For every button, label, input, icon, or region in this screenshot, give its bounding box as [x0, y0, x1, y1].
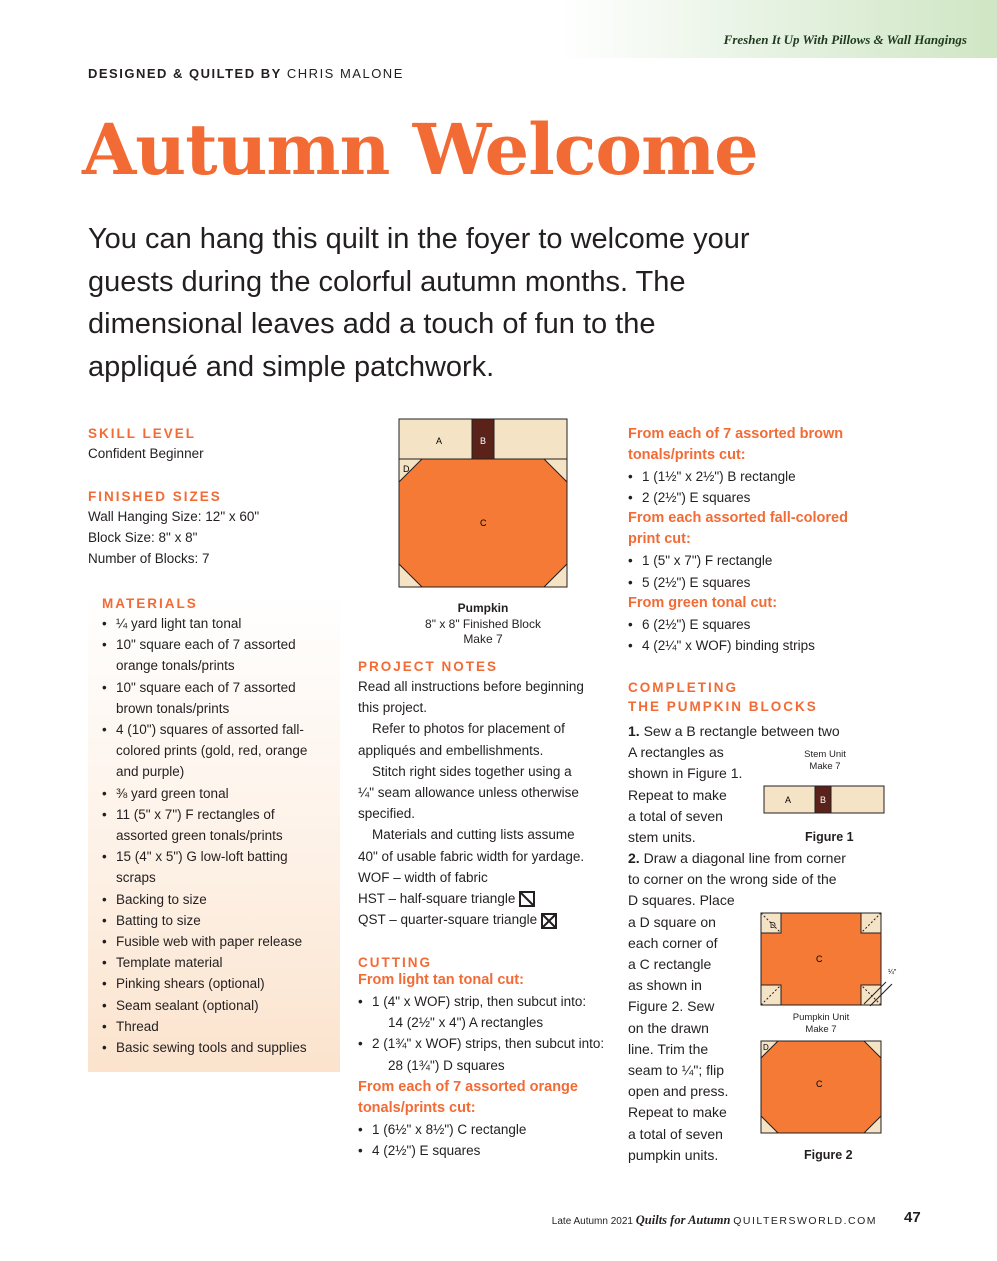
heading-line: From each of 7 assorted orange: [358, 1078, 578, 1095]
pumpkin-unit-after-diagram: [760, 1040, 882, 1134]
fall-cut-list: [628, 550, 888, 592]
materials-list: [102, 613, 334, 1058]
step-line: as shown in: [628, 977, 702, 994]
list-item-text: 10" square each of 7 assorted: [116, 679, 296, 695]
header-bar: [560, 0, 997, 58]
hst-line: [358, 888, 608, 909]
footer: [552, 1213, 877, 1228]
orange-cut-list: [358, 1119, 618, 1161]
list-item-text: and purple): [116, 764, 185, 780]
block-caption: [398, 601, 568, 648]
notes-line: Stitch right sides together using a: [372, 763, 572, 779]
orange-cut-heading: [358, 1077, 618, 1119]
step-line: line. Trim the: [628, 1040, 709, 1057]
list-item-text: Batting to size: [116, 912, 201, 928]
finished-sizes-heading: FINISHED SIZES: [88, 489, 222, 504]
list-item-text: ⅜ yard green tonal: [116, 785, 229, 801]
list-item: [102, 634, 334, 676]
list-item: [102, 889, 334, 910]
fig2-after-label-c: C: [816, 1079, 823, 1089]
list-item: • 2 (2½") E squares: [628, 487, 888, 508]
green-cut-heading: From green tonal cut:: [628, 594, 778, 611]
completing-heading: [628, 680, 878, 714]
label-b: B: [480, 436, 487, 446]
notes-line: appliqués and embellishments.: [358, 742, 544, 758]
notes-line: specified.: [358, 806, 416, 822]
step-line: a total of seven: [628, 807, 723, 824]
heading-line: print cut:: [628, 531, 691, 548]
list-item-text: Seam sealant (optional): [116, 997, 259, 1013]
pumpkin-unit-before-diagram: [760, 912, 905, 1007]
step-line: A rectangles as: [628, 744, 724, 761]
fig2-label-c: C: [816, 954, 823, 964]
notes-line: ¼" seam allowance unless otherwise: [358, 785, 579, 801]
block-caption-make: Make 7: [463, 632, 503, 646]
step-line: shown in Figure 1.: [628, 765, 743, 782]
list-item: • 4 (2¼" x WOF) binding strips: [628, 635, 888, 656]
tan-cut-heading: From light tan tonal cut:: [358, 972, 524, 988]
step-line: on the drawn: [628, 1019, 709, 1036]
qst-line: [358, 909, 608, 930]
footer-issue: Late Autumn 2021: [551, 1216, 633, 1227]
pumpkin-block-diagram: [398, 418, 568, 588]
list-item-text: ¼ yard light tan tonal: [116, 616, 242, 631]
list-item-text: Basic sewing tools and supplies: [116, 1040, 307, 1056]
skill-level-heading: SKILL LEVEL: [88, 426, 197, 441]
step-line: stem units.: [628, 829, 696, 846]
byline-name: CHRIS MALONE: [286, 66, 404, 81]
stem-unit-title: Stem Unit: [804, 749, 846, 760]
list-item-text: scraps: [116, 870, 156, 886]
step-line: a total of seven: [628, 1125, 723, 1142]
step-number: 1.: [628, 723, 640, 739]
block-caption-size: 8" x 8" Finished Block: [425, 616, 541, 631]
tan-cut-list: [358, 991, 618, 1076]
step-line: open and press.: [628, 1083, 729, 1100]
list-item-text: 1 (4" x WOF) strip, then subcut into:: [372, 994, 587, 1009]
list-item-text: 11 (5" x 7") F rectangles of: [116, 806, 275, 822]
list-item: [102, 719, 334, 783]
list-item: [102, 846, 334, 888]
list-item: • 4 (2½") E squares: [358, 1140, 618, 1161]
list-item: [102, 783, 334, 804]
list-item-text: brown tonals/prints: [116, 700, 230, 716]
step-text: Draw a diagonal line from corner: [643, 850, 846, 866]
heading-line: From each assorted fall-colored: [628, 510, 848, 527]
list-item: [102, 804, 334, 846]
stem-unit-caption: [790, 749, 860, 773]
notes-line: Refer to photos for placement of: [372, 721, 565, 737]
cutting-heading: CUTTING: [358, 955, 432, 970]
step-text: Sew a B rectangle between two: [643, 723, 840, 739]
list-item-text: orange tonals/prints: [116, 658, 235, 674]
notes-line: QST – quarter-square triangle: [358, 912, 538, 928]
byline-label: DESIGNED & QUILTED BY: [88, 66, 282, 81]
list-item-text: 10" square each of 7 assorted: [116, 637, 296, 653]
list-item: [102, 613, 334, 634]
list-item-text: colored prints (gold, red, orange: [116, 743, 308, 759]
list-item: • 1 (1½" x 2½") B rectangle: [628, 466, 888, 487]
step-line: to corner on the wrong side of the: [628, 871, 837, 888]
step-line: Repeat to make: [628, 786, 727, 803]
label-c: C: [480, 518, 487, 528]
list-item: • 5 (2½") E squares: [628, 572, 888, 593]
list-item: [102, 910, 334, 931]
cutting-continued: [628, 424, 888, 656]
fig2-label-d: D: [770, 921, 776, 930]
step-line: each corner of: [628, 934, 718, 951]
list-item: [102, 995, 334, 1016]
list-item-text: Pinking shears (optional): [116, 976, 265, 992]
list-item: [102, 952, 334, 973]
notes-line: Read all instructions before beginning: [358, 679, 584, 694]
hst-icon: [519, 891, 535, 907]
step-line: pumpkin units.: [628, 1146, 719, 1163]
block-caption-title: Pumpkin: [457, 601, 509, 615]
finished-size-line: Number of Blocks: 7: [88, 551, 210, 567]
stem-unit-diagram: [763, 785, 885, 814]
list-item: [102, 677, 334, 719]
byline: [88, 66, 404, 81]
notes-line: 40" of usable fabric width for yardage.: [358, 848, 585, 864]
pumpkin-unit-title: Pumpkin Unit: [792, 1012, 850, 1023]
list-item: [102, 1016, 334, 1037]
label-d: D: [403, 464, 410, 474]
skill-level-section: [88, 426, 338, 464]
list-item: • 6 (2½") E squares: [628, 614, 888, 635]
step-line: [628, 848, 878, 869]
list-item: • 1 (5" x 7") F rectangle: [628, 550, 888, 571]
finished-size-line: Block Size: 8" x 8": [88, 530, 198, 546]
step-line: a C rectangle: [628, 956, 712, 973]
brown-cut-list: [628, 466, 888, 508]
completing-heading-line: COMPLETING: [628, 680, 738, 695]
pumpkin-unit-make: Make 7: [805, 1024, 837, 1035]
list-item-text: 14 (2½" x 4") A rectangles: [388, 1015, 544, 1031]
intro-text: You can hang this quilt in the foyer to welcome your guests during the colorful autumn months. The dimensional leaves add a touch of fun to the appliqué and simple patchwork.: [88, 223, 750, 383]
completing-heading-line: THE PUMPKIN BLOCKS: [628, 699, 818, 714]
project-notes-section: [358, 659, 608, 930]
fig1-label-b: B: [820, 795, 827, 805]
notes-line: HST – half-square triangle: [358, 891, 516, 907]
label-a: A: [436, 436, 443, 446]
fig1-label-a: A: [785, 795, 792, 805]
list-item-text: Backing to size: [116, 891, 207, 907]
step-line: D squares. Place: [628, 892, 735, 909]
list-item-text: 2 (1¾" x WOF) strips, then subcut into:: [372, 1036, 605, 1052]
notes-line: Materials and cutting lists assume: [372, 827, 575, 843]
list-item: [358, 1033, 618, 1075]
heading-line: From each of 7 assorted brown: [628, 426, 844, 442]
step-number: 2.: [628, 850, 640, 866]
skill-level-value: Confident Beginner: [88, 446, 204, 461]
list-item: [102, 973, 334, 994]
figure-1-caption: Figure 1: [805, 830, 854, 844]
step-line: seam to ¼"; flip: [628, 1062, 725, 1079]
finished-sizes-section: [88, 489, 338, 570]
section-title: Freshen It Up With Pillows & Wall Hangings: [723, 32, 967, 47]
figure-2-caption: Figure 2: [804, 1148, 853, 1162]
page-title: Autumn Welcome: [82, 108, 758, 191]
list-item: [102, 1037, 334, 1058]
finished-size-line: Wall Hanging Size: 12" x 60": [88, 509, 260, 524]
page-number: 47: [904, 1209, 921, 1226]
materials-section: [102, 596, 334, 1058]
materials-heading: MATERIALS: [102, 596, 198, 611]
list-item-text: 28 (1¾") D squares: [388, 1057, 505, 1073]
step-line: [628, 721, 868, 742]
brown-cut-heading: [628, 424, 888, 466]
cutting-section: [358, 955, 618, 1161]
pumpkin-unit-caption: [776, 1012, 866, 1036]
stem-unit-make: Make 7: [809, 761, 841, 772]
list-item-text: Template material: [116, 955, 223, 971]
list-item-text: assorted green tonals/prints: [116, 828, 283, 844]
quarter-inch-label: ¼": [888, 969, 897, 976]
heading-line: tonals/prints cut:: [358, 1099, 476, 1116]
list-item-text: Thread: [116, 1018, 159, 1034]
list-item-text: Fusible web with paper release: [116, 934, 303, 950]
list-item: [102, 931, 334, 952]
footer-magazine: Quilts for Autumn: [635, 1213, 731, 1227]
heading-line: tonals/prints cut:: [628, 447, 746, 463]
list-item-text: 15 (4" x 5") G low-loft batting: [116, 849, 288, 865]
fall-cut-heading: [628, 508, 888, 550]
step-line: a D square on: [628, 913, 716, 930]
footer-site: QUILTERSWORLD.COM: [733, 1215, 877, 1227]
step-line: Repeat to make: [628, 1104, 727, 1121]
list-item: [358, 991, 618, 1033]
step-line: Figure 2. Sew: [628, 998, 715, 1015]
notes-line: WOF – width of fabric: [358, 869, 488, 885]
green-cut-list: [628, 614, 888, 656]
fig2-after-label-d: D: [763, 1043, 769, 1052]
project-notes-heading: PROJECT NOTES: [358, 659, 499, 674]
list-item-text: 4 (10") squares of assorted fall-: [116, 722, 304, 738]
list-item: • 1 (6½" x 8½") C rectangle: [358, 1119, 618, 1140]
notes-line: this project.: [358, 700, 428, 716]
qst-icon: [541, 913, 557, 929]
